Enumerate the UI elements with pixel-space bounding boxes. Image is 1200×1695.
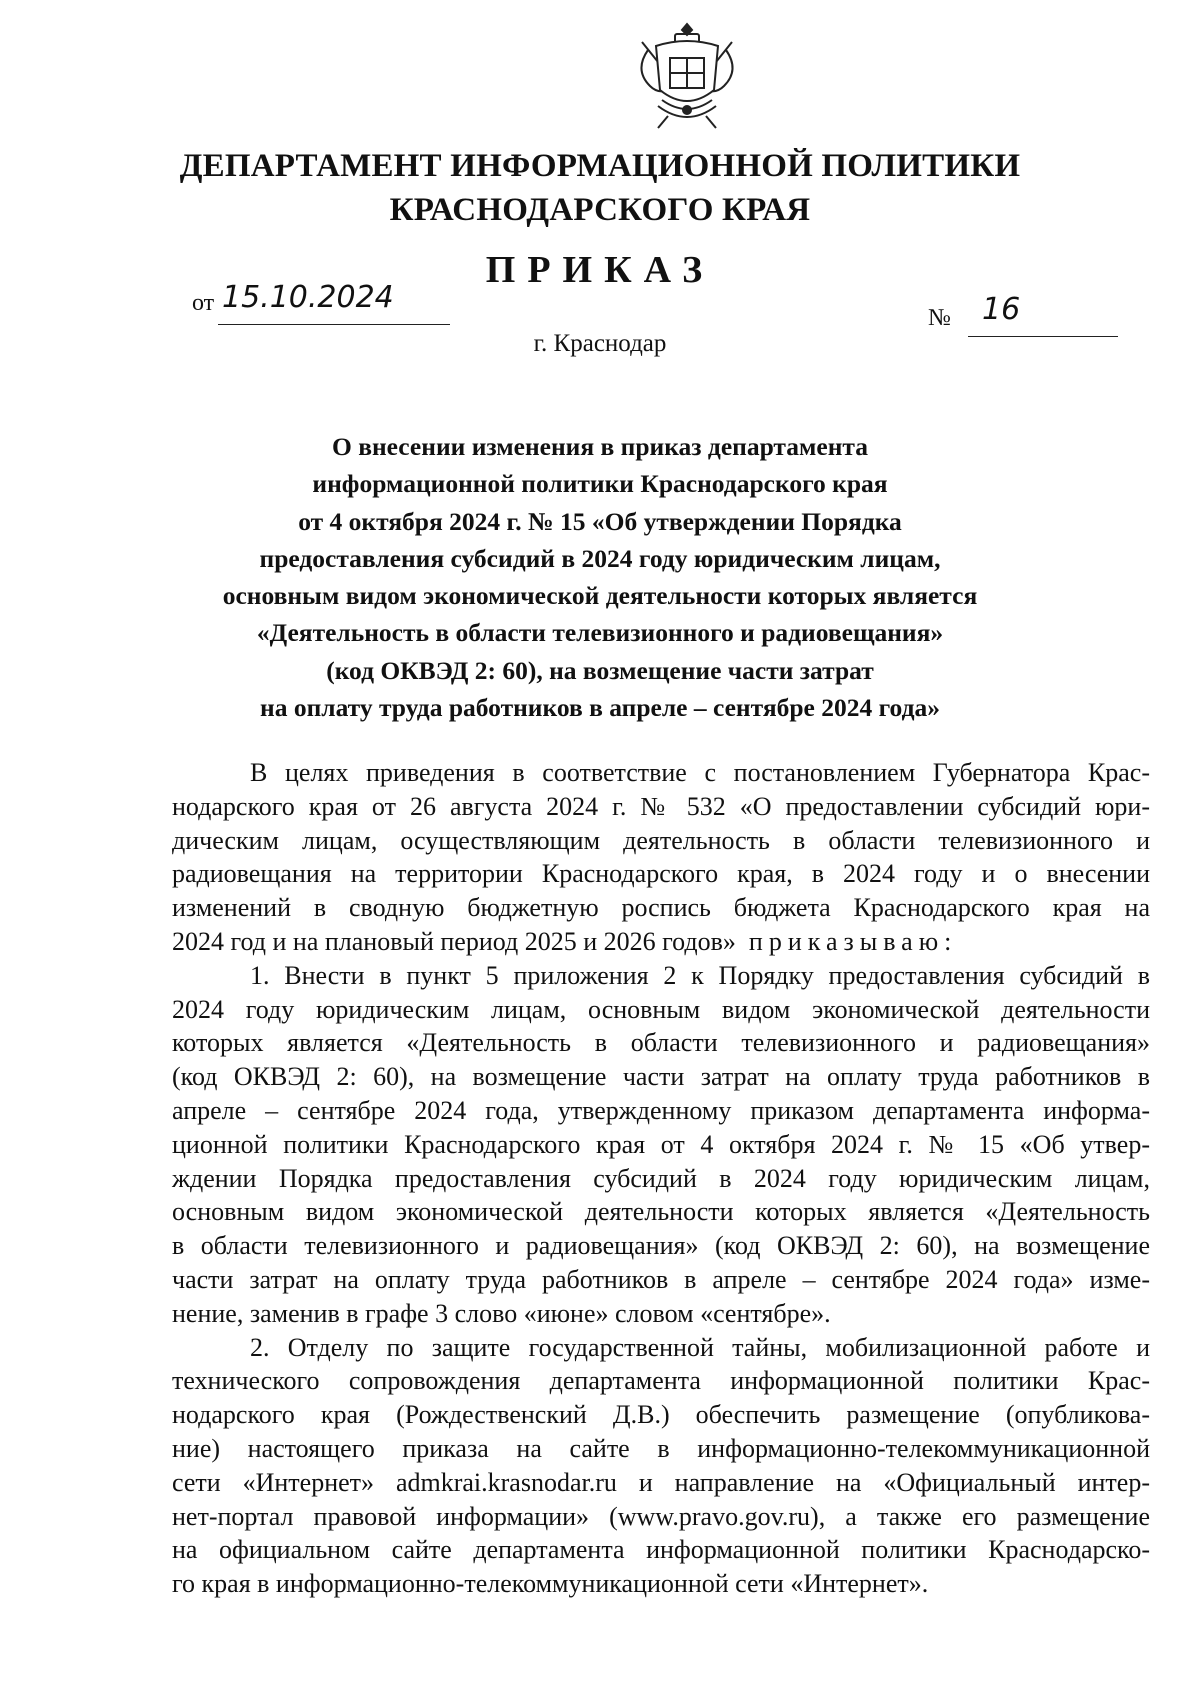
- title-line: от 4 октября 2024 г. № 15 «Об утверждении Порядка: [298, 506, 902, 536]
- body-line: нодарского края (Рождественский Д.В.) обеспечить размещение (опубликова-: [172, 1400, 1150, 1430]
- body-line: нодарского края от 26 августа 2024 г. № 532 «О предоставлении субсидий юри-: [172, 791, 1150, 821]
- body-line: 1. Внести в пункт 5 приложения 2 к Порядку предоставления субсидий в: [250, 960, 1150, 990]
- body-line: ние) настоящего приказа на сайте в информационно-телекоммуникационной: [172, 1433, 1150, 1463]
- body-line: на официальном сайте департамента информационной политики Краснодарско-: [172, 1535, 1150, 1565]
- title-line: предоставления субсидий в 2024 году юридическим лицам,: [259, 543, 941, 573]
- body-line: ждении Порядка предоставления субсидий в 2024 году юридическим лицам,: [172, 1163, 1150, 1193]
- date-prefix: от: [192, 290, 215, 316]
- department-name-line2: КРАСНОДАРСКОГО КРАЯ: [389, 192, 811, 228]
- date-field: [218, 280, 450, 325]
- city-name: г. Краснодар: [533, 330, 667, 357]
- document-body: [172, 756, 1150, 1601]
- body-line: В целях приведения в соответствие с постановлением Губернатора Крас-: [250, 758, 1150, 787]
- body-line: технического сопровождения департамента информационной политики Крас-: [172, 1366, 1150, 1396]
- title-line: «Деятельность в области телевизионного и радиовещания»: [256, 618, 944, 648]
- body-line: ционной политики Краснодарского края от 4 октября 2024 г. № 15 «Об утвер-: [172, 1129, 1150, 1159]
- body-line: 2. Отделу по защите государственной тайны, мобилизационной работе и: [250, 1332, 1150, 1362]
- title-line: на оплату труда работников в апреле – сентябре 2024 года»: [260, 693, 940, 723]
- title-line: О внесении изменения в приказ департамента: [332, 432, 868, 461]
- coat-of-arms-emblem: [628, 20, 746, 132]
- handwritten-date: 15.10.2024: [222, 280, 394, 315]
- body-line: апреле – сентябре 2024 года, утвержденному приказом департамента информа-: [172, 1095, 1150, 1125]
- body-line-text: 2024 год и на плановый период 2025 и 2026 годов»: [172, 926, 736, 956]
- body-line: нет-портал правовой информации» (www.pravo.gov.ru), а также его размещение: [172, 1501, 1150, 1531]
- body-line: дическим лицам, осуществляющим деятельность в области телевизионного и: [172, 825, 1150, 855]
- document-type-heading: ПРИКАЗ: [485, 249, 715, 291]
- body-line: части затрат на оплату труда работников в апреле – сентябре 2024 года» изме-: [172, 1264, 1150, 1294]
- body-line: нение, заменив в графе 3 слово «июне» словом «сентябре».: [172, 1298, 831, 1328]
- title-line: (код ОКВЭД 2: 60), на возмещение части затрат: [326, 655, 874, 685]
- number-prefix: №: [928, 305, 951, 331]
- body-line: 2024 году юридическим лицам, основным видом экономической деятельности: [172, 994, 1150, 1024]
- department-name-line1: ДЕПАРТАМЕНТ ИНФОРМАЦИОННОЙ ПОЛИТИКИ: [179, 148, 1021, 184]
- body-line: основным видом экономической деятельности которых является «Деятельность: [172, 1197, 1150, 1227]
- body-line: го края в информационно-телекоммуникационной сети «Интернет».: [172, 1569, 929, 1599]
- body-line: в области телевизионного и радиовещания» (код ОКВЭД 2: 60), на возмещение: [172, 1231, 1150, 1261]
- title-line: информационной политики Краснодарского края: [312, 469, 888, 499]
- body-line: радиовещания на территории Краснодарского края, в 2024 году и о внесении: [172, 859, 1150, 889]
- title-line: основным видом экономической деятельности которых является: [222, 581, 978, 611]
- body-line: (код ОКВЭД 2: 60), на возмещение части затрат на оплату труда работников в: [172, 1062, 1150, 1092]
- body-line: [172, 925, 1150, 959]
- order-keyword: приказываю:: [748, 926, 958, 956]
- body-line: сети «Интернет» admkrai.krasnodar.ru и направление на «Официальный интер-: [172, 1467, 1150, 1497]
- handwritten-number: 16: [982, 292, 1021, 327]
- body-line: которых является «Деятельность в области телевизионного и радиовещания»: [172, 1028, 1150, 1058]
- document-title: [180, 428, 1020, 726]
- body-line: изменений в сводную бюджетную роспись бюджета Краснодарского края на: [172, 893, 1150, 923]
